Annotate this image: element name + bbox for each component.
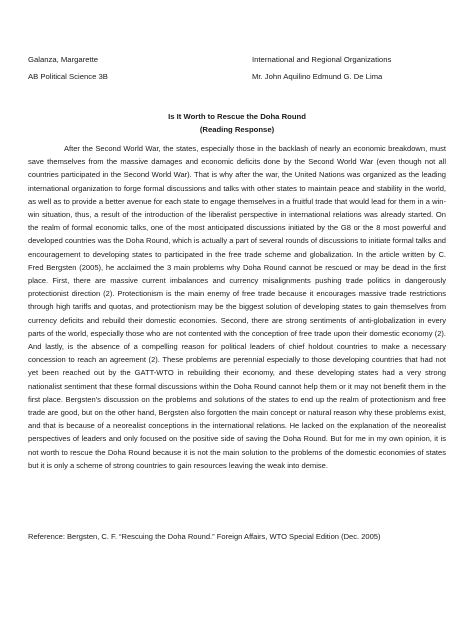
title-block <box>28 110 446 136</box>
instructor-name: Mr. John Aquilino Edmund G. De Lima <box>252 72 383 81</box>
author-name: Galanza, Margarette <box>28 55 99 64</box>
subject-name: International and Regional Organizations <box>252 55 392 64</box>
document-title: Is It Worth to Rescue the Doha Round <box>168 112 306 121</box>
course-section: AB Political Science 3B <box>28 72 108 81</box>
document-subtitle: (Reading Response) <box>199 125 275 134</box>
body-paragraph: After the Second World War, the states, especially those in the backlash of nearly an economic breakdown, must save themselves from the massive damages and economic deficits done by the Second World War (even though not all countries participated in the Second World War). That is why after the war, the United Nations was organized as the leading international organization to forge formal discussions and talks with other states to maintain peace and stability in the world, as well as to provide a better avenue for each state to engage themselves in a fruitful trade that would lead for them in a win-win situation, thus, a result of the introduction of the liberalist perspective in international relations was already started. On the realm of formal economic talks, one of the most anticipated discussions initiated by the G8 or the 8 most powerful and developed countries was the Doha Round, which is actually a part of several rounds of discussions to initiate formal talks and encouragement to developing states to participated in the free trade scheme and globalization. In the article written by C. Fred Bergsten (2005), he acclaimed the 3 main problems why Doha Round cannot be rescued or may be dead in the first place. First, there are massive current imbalances and currency misalignments pushing trade politics in dangerously protectionist direction (2). Protectionism is the main enemy of free trade because it encourages massive trade restrictions through high tariffs and quotas, and protectionism may be the biggest solution of developing states to gain themselves from currency deficits and rebuild their domestic economies. Second, there are strong sentiments of anti-globalization in every parts of the world, especially those who are not contented with the conception of free trade upon their domestic economy (2). And lastly, is the absence of a compelling reason for political leaders of chief holdout countries to make a necessary concession to reach an agreement (2). These problems are perennial especially to those developing countries that had not yet been reached out by the GATT-WTO in rebuilding their economy, and these developing states had a very strong nationalist sentiment that these formal discussions within the Doha Round cannot help them or it may not benefit them in the first place. Bergsten's discussion on the problems and solutions of the states to end up the realm of protectionism and free trade are good, but on the other hand, Bergsten also forgotten the main concept or natural reason why these problems exist, and that is because of a neorealist conceptions in the international relations. He lacked on the explanation of the neorealist perspectives of leaders and only focused on the positive side of saving the Doha Round. But for me in my own opinion, it is not worth to rescue the Doha Round because it is not the main solution to the problems of the domestic economies of states but it is only a scheme of strong countries to gain resources leaving the weak into demise. <box>28 144 446 470</box>
reference-line: Reference: Bergsten, C. F. “Rescuing the Doha Round.” Foreign Affairs, WTO Special Edition (Dec. 2005) <box>28 532 381 541</box>
